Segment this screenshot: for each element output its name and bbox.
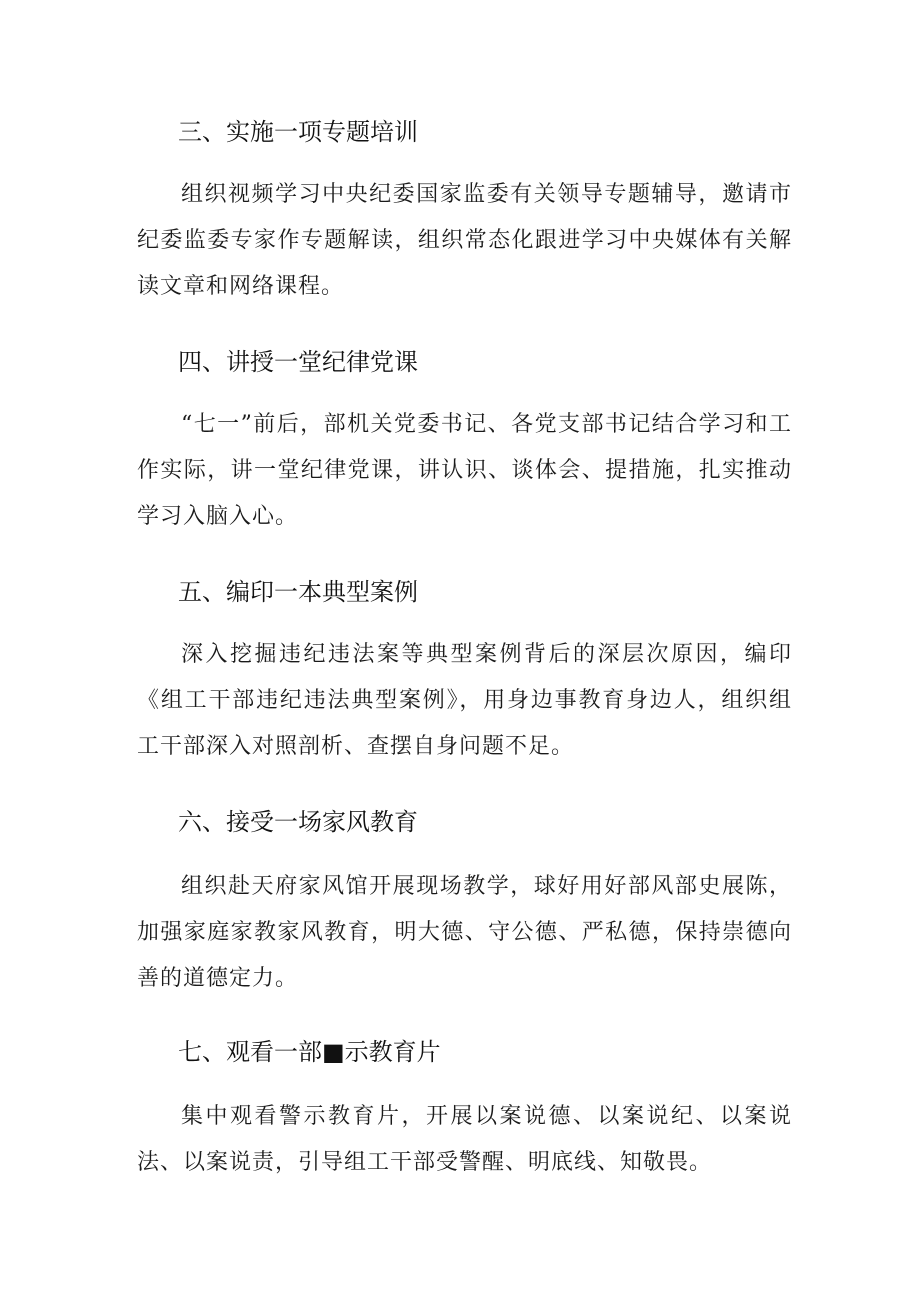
section-heading-4: 四、讲授一堂纪律党课 (178, 348, 418, 376)
section-heading-5: 五、编印一本典型案例 (178, 578, 418, 606)
section-body-3: 组织视频学习中央纪委国家监委有关领导专题辅导，邀请市纪委监委专家作专题解读，组织常态化跟进学习中央媒体有关解读文章和网络课程。 (137, 182, 792, 299)
section-heading-7: 七、观看一部■示教育片 (178, 1038, 441, 1066)
section-heading-6: 六、接受一场家风教育 (178, 808, 418, 836)
section-body-4: “七一”前后，部机关党委书记、各党支部书记结合学习和工作实际，讲一堂纪律党课，讲认识、谈体会、提措施，扎实推动学习入脑入心。 (137, 412, 792, 529)
section-heading-3: 三、实施一项专题培训 (178, 118, 418, 146)
section-body-5: 深入挖掘违纪违法案等典型案例背后的深层次原因，编印《组工干部违纪违法典型案例》，用身边事教育身边人，组织组工干部深入对照剖析、查摆自身问题不足。 (137, 642, 792, 759)
section-body-6: 组织赴天府家风馆开展现场教学，球好用好部风部史展陈，加强家庭家教家风教育，明大德、守公德、严私德，保持崇德向善的道德定力。 (137, 874, 792, 991)
section-body-7: 集中观看警示教育片，开展以案说德、以案说纪、以案说法、以案说责，引导组工干部受警醒、明底线、知敬畏。 (137, 1104, 792, 1175)
